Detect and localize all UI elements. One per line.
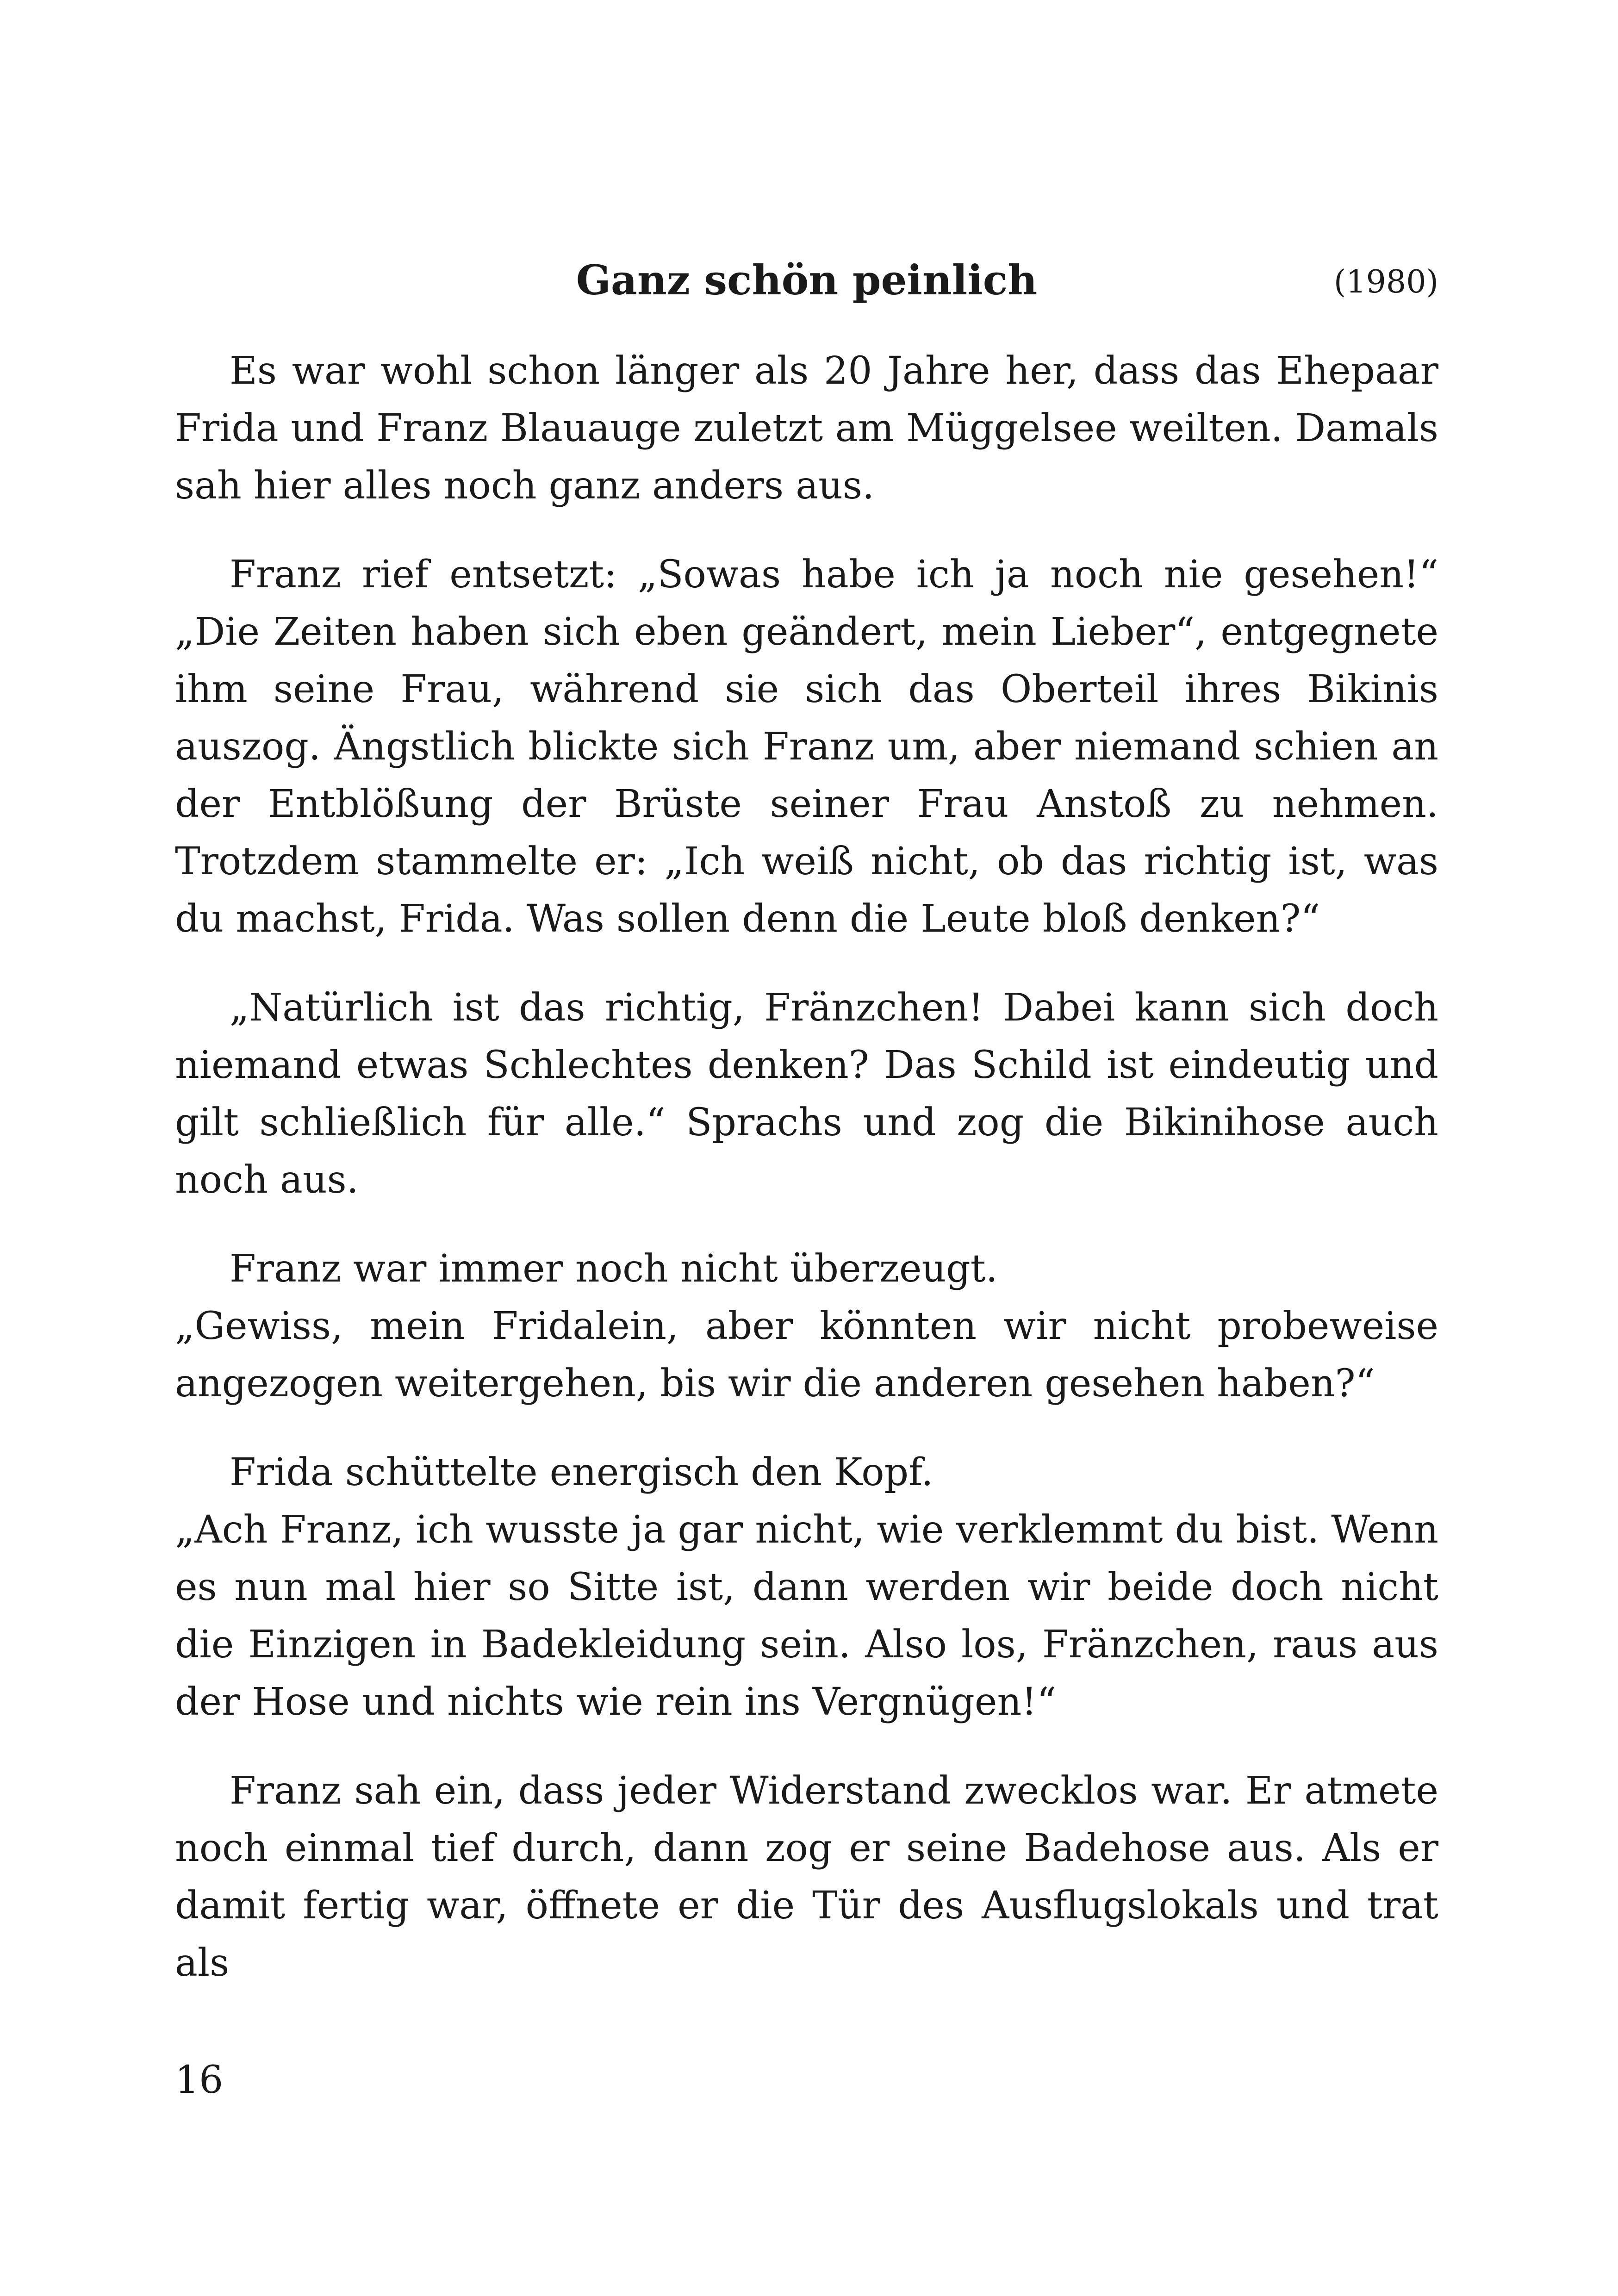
chapter-title: Ganz schön peinlich: [576, 256, 1038, 304]
paragraph-4: [175, 1240, 1438, 1412]
paragraph-5-first-line: Frida schüttelte energisch den Kopf.: [230, 1450, 933, 1494]
paragraph-6-text: Franz sah ein, dass jeder Widerstand zwecklos war. Er atmete noch einmal tief durch, dann zog er seine Badehose aus. Als er damit fertig war, öffnete er die Tür des Ausflugslokals und trat als: [175, 1769, 1438, 1985]
paragraph-1-text: Es war wohl schon länger als 20 Jahre her, dass das Ehepaar Frida und Franz Blauauge zuletzt am Müggelsee weilten. Damals sah hier alles noch ganz anders aus.: [175, 349, 1438, 508]
paragraph-4-first-line: Franz war immer noch nicht überzeugt.: [230, 1247, 998, 1291]
page-number: 16: [175, 2058, 224, 2102]
paragraph-3-text: „Natürlich ist das richtig, Fränzchen! Dabei kann sich doch niemand etwas Schlechtes denken? Das Schild ist eindeutig und gilt schließlich für alle.“ Sprachs und zog die Bikinihose auch noch aus.: [175, 986, 1438, 1202]
paragraph-5: [175, 1444, 1438, 1731]
paragraph-3: [175, 979, 1438, 1209]
paragraph-6: [175, 1762, 1438, 1992]
paragraph-2: [175, 546, 1438, 948]
paragraph-4-continuation: „Gewiss, mein Fridalein, aber könnten wir nicht probeweise angezogen weitergehen, bis wir die anderen gesehen haben?“: [175, 1304, 1438, 1406]
paragraph-2-text: Franz rief entsetzt: „Sowas habe ich ja noch nie gesehen!“ „Die Zeiten haben sich eben geändert, mein Lieber“, entgegnete ihm seine Frau, während sie sich das Oberteil ihres Bikinis auszog. Ängstlich blickte sich Franz um, aber niemand schien an der Entblößung der Brüste seiner Frau Anstoß zu nehmen. Trotzdem stammelte er: „Ich weiß nicht, ob das richtig ist, was du machst, Frida. Was sollen denn die Leute bloß denken?“: [175, 553, 1438, 941]
chapter-year: (1980): [1333, 264, 1438, 300]
paragraph-5-continuation: „Ach Franz, ich wusste ja gar nicht, wie verklemmt du bist. Wenn es nun mal hier so Sitte ist, dann werden wir beide doch nicht die Einzigen in Badekleidung sein. Also los, Fränzchen, raus aus der Hose und nichts wie rein ins Vergnügen!“: [175, 1508, 1438, 1724]
story-text: [175, 342, 1438, 2023]
paragraph-1: [175, 342, 1438, 515]
